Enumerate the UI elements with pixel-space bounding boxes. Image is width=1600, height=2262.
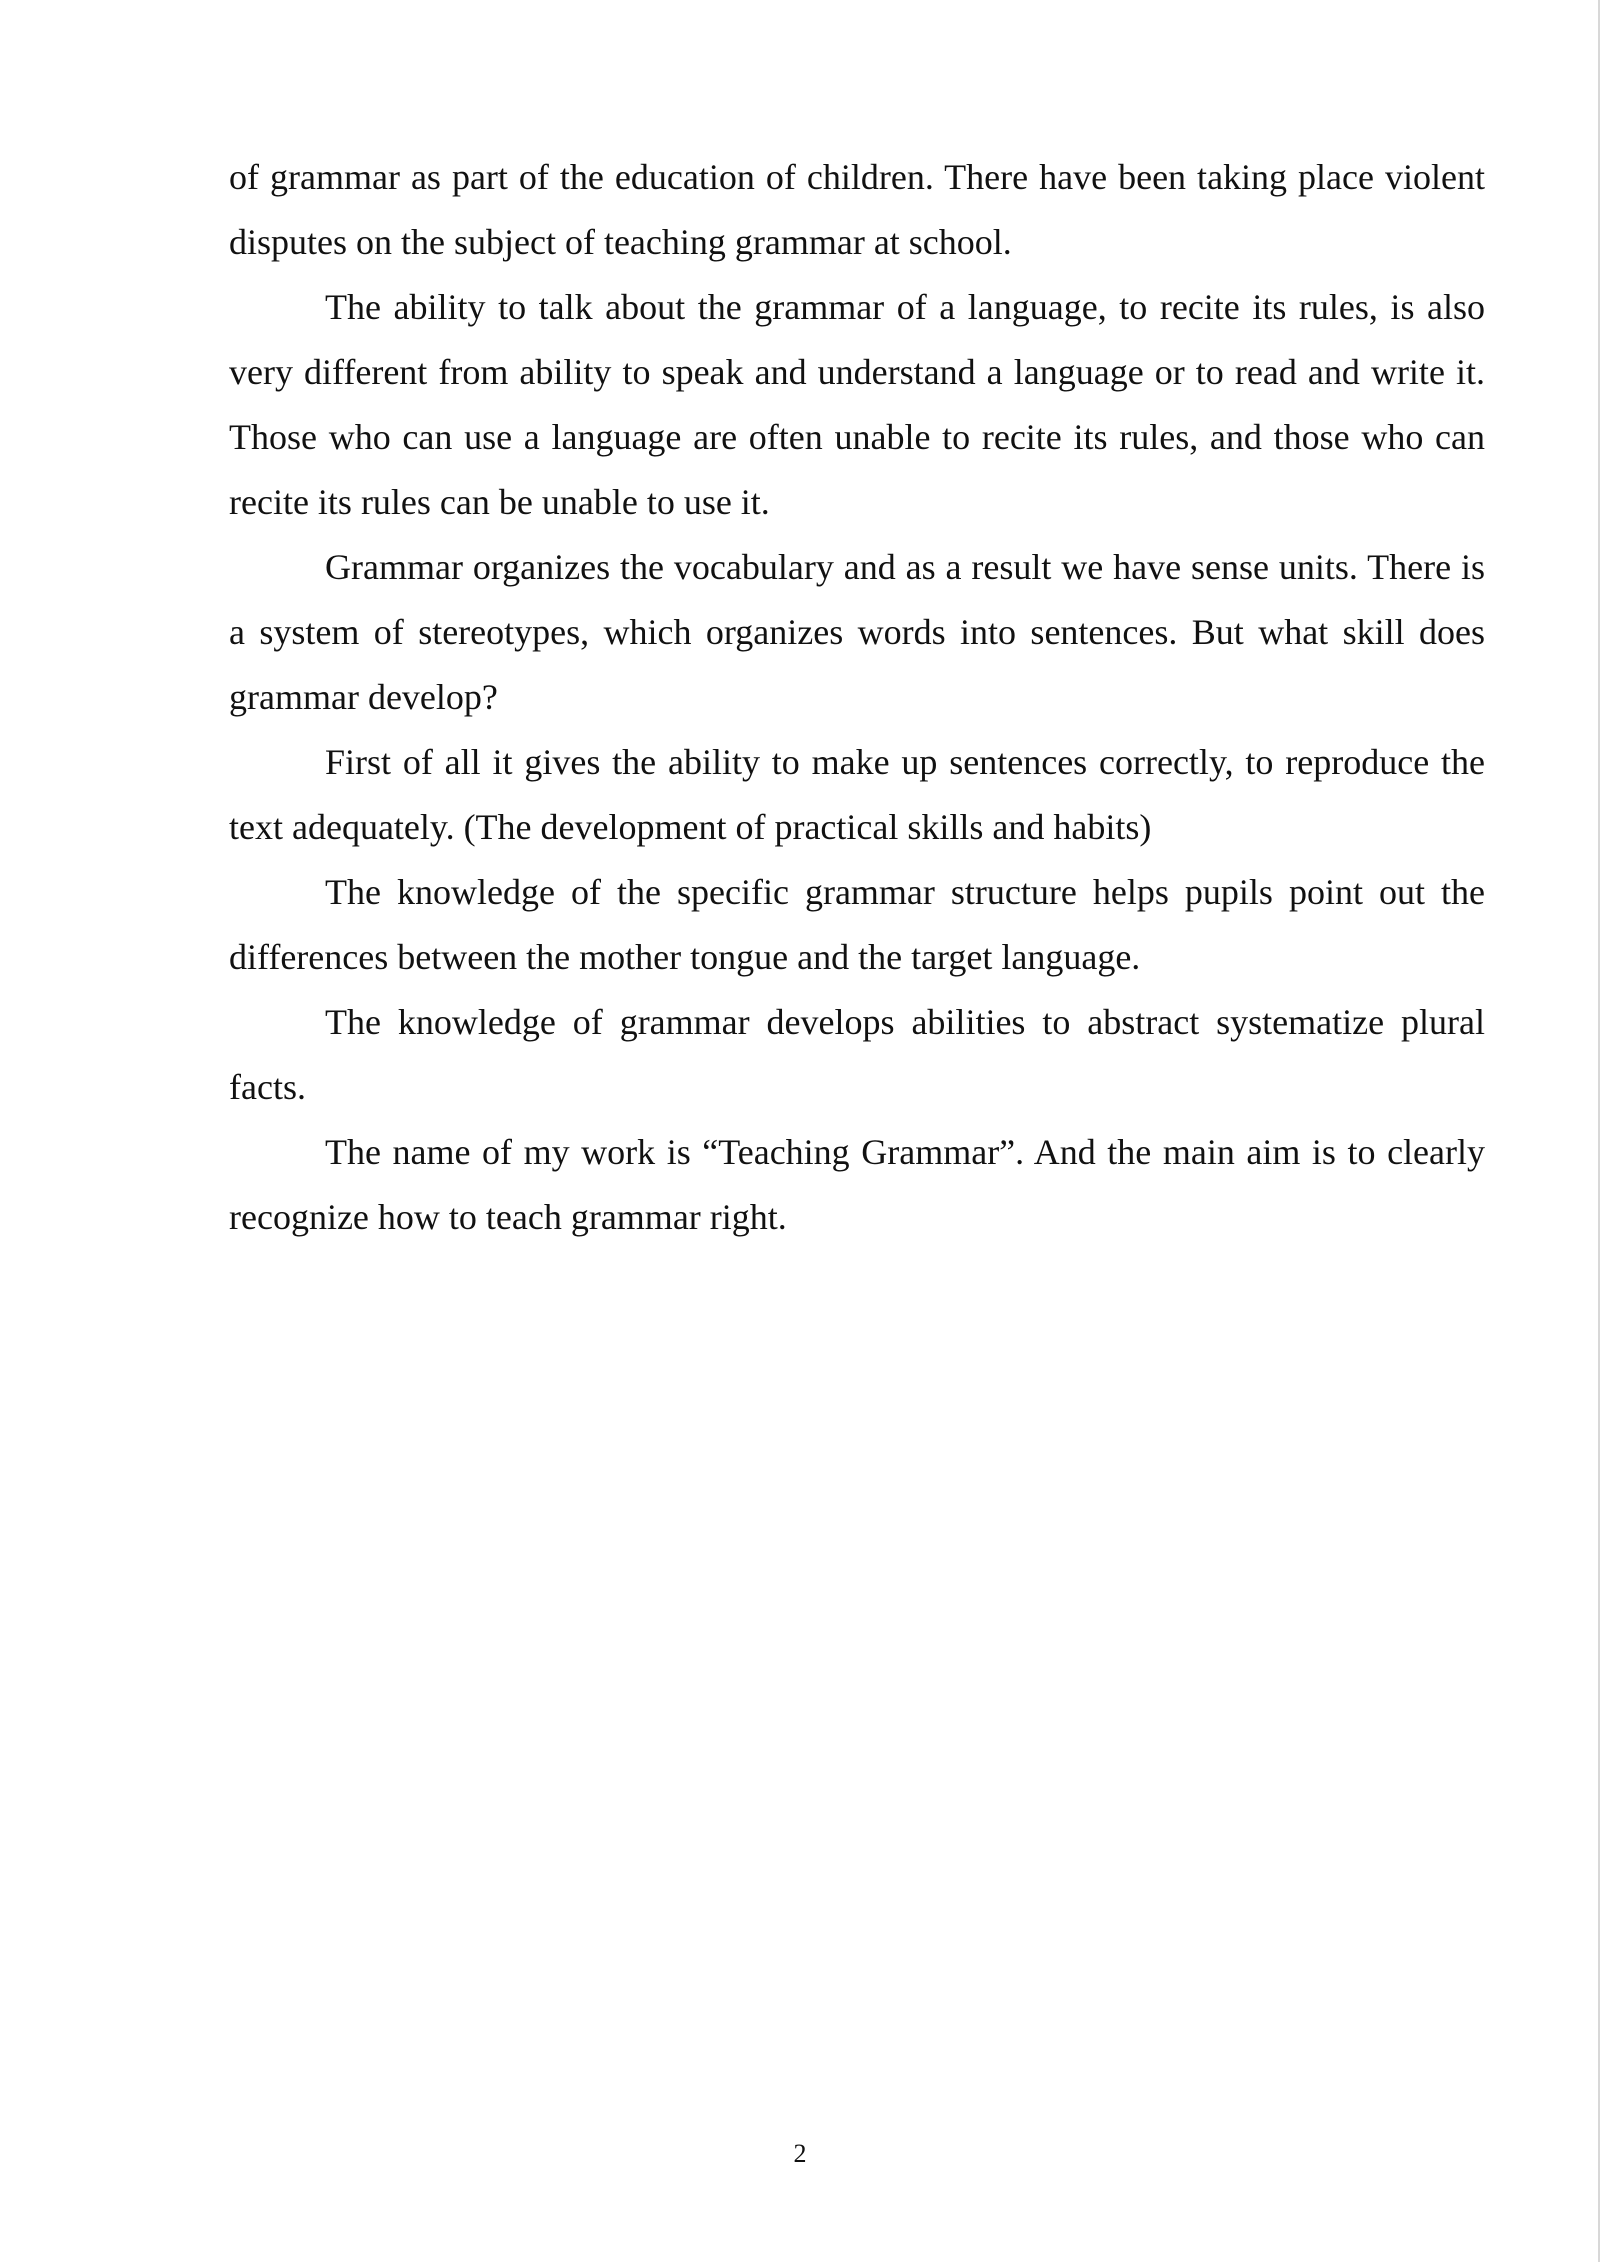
paragraph-5: The knowledge of the specific grammar structure helps pupils point out the differences between the mother tongue and the target language.	[229, 872, 1485, 977]
paragraph-7: The name of my work is “Teaching Grammar”. And the main aim is to clearly recognize how to teach grammar right.	[229, 1132, 1485, 1237]
paragraph-1: of grammar as part of the education of children. There have been taking place violent disputes on the subject of teaching grammar at school.	[229, 157, 1485, 262]
page-number: 2	[793, 2139, 807, 2168]
paragraph-2: The ability to talk about the grammar of a language, to recite its rules, is also very different from ability to speak and understand a language or to read and write it. Those who can use a language are often unable to recite its rules, and those who can recite its rules can be unable to use it.	[229, 287, 1485, 522]
paragraph-6: The knowledge of grammar develops abilities to abstract systematize plural facts.	[229, 1002, 1485, 1107]
body-text	[229, 145, 1485, 1250]
paragraph-3: Grammar organizes the vocabulary and as a result we have sense units. There is a system of stereotypes, which organizes words into sentences. But what skill does grammar develop?	[229, 547, 1485, 717]
paragraph-4: First of all it gives the ability to make up sentences correctly, to reproduce the text adequately. (The development of practical skills and habits)	[229, 742, 1485, 847]
